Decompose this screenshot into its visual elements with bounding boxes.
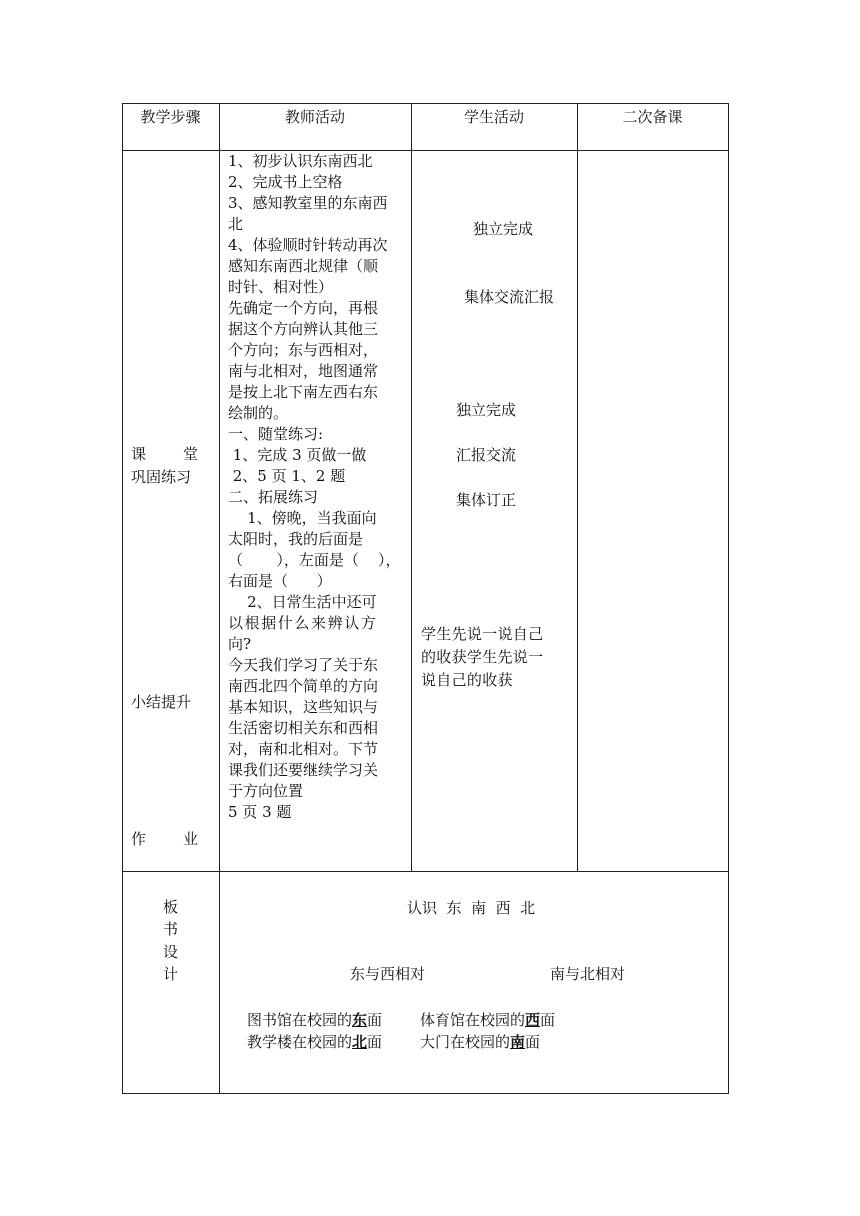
board-text: 体育馆在校园的 xyxy=(420,1011,526,1029)
student-activity-2: 集体交流汇报 xyxy=(464,288,555,306)
student-line: 的收获学生先说一 xyxy=(421,648,544,666)
board-text: 教学楼在校园的 xyxy=(247,1033,353,1051)
step-practice-char2: 堂 xyxy=(183,445,199,463)
teacher-line: 个方向；东与西相对， xyxy=(228,341,379,359)
board-direction-east: 东 xyxy=(352,1011,368,1029)
header-teaching-steps: 教学步骤 xyxy=(140,108,201,126)
teacher-line: 右面是（ ） xyxy=(228,572,332,590)
teacher-line: 3、感知教室里的东南西 xyxy=(228,194,388,212)
column-divider-1 xyxy=(219,103,220,1094)
teacher-line: 1、完成 3 页做一做 xyxy=(228,446,367,464)
board-design-char: 书 xyxy=(163,920,179,938)
column-divider-3 xyxy=(577,103,578,871)
header-second-prep: 二次备课 xyxy=(622,108,683,126)
student-activity-3: 独立完成 xyxy=(456,401,517,419)
student-activity-1: 独立完成 xyxy=(473,220,534,238)
step-practice-label: 巩固练习 xyxy=(131,468,192,486)
teacher-line: 先确定一个方向，再根 xyxy=(228,299,379,317)
board-text: 面 xyxy=(367,1011,383,1029)
board-text: 面 xyxy=(525,1033,541,1051)
board-text: 面 xyxy=(367,1033,383,1051)
table-border-top xyxy=(122,103,729,104)
student-line: 学生先说一说自己 xyxy=(421,625,544,643)
board-pair-east-west: 东与西相对 xyxy=(350,965,426,983)
board-text: 大门在校园的 xyxy=(420,1033,511,1051)
step-homework-char2: 业 xyxy=(183,830,199,848)
board-direction-west: 西 xyxy=(525,1011,541,1029)
teacher-line: 二、拓展练习 xyxy=(228,488,319,506)
table-border-right xyxy=(728,103,729,1094)
board-row-gate xyxy=(420,1032,540,1053)
teacher-line: 据这个方向辨认其他三 xyxy=(228,320,379,338)
student-line: 说自己的收获 xyxy=(421,671,513,689)
teacher-line: 北 xyxy=(228,215,244,233)
student-activity-6 xyxy=(421,623,573,692)
board-design-char: 板 xyxy=(163,898,179,916)
teacher-line: 一、随堂练习: xyxy=(228,425,324,443)
teacher-activity-text xyxy=(228,151,410,823)
student-activity-4: 汇报交流 xyxy=(456,446,517,464)
header-divider xyxy=(122,150,729,151)
step-summary-label: 小结提升 xyxy=(131,693,192,711)
teacher-line: 对，南和北相对。下节 xyxy=(228,740,379,758)
board-text: 面 xyxy=(540,1011,556,1029)
teacher-line: 2、日常生活中还可 xyxy=(228,593,377,611)
board-direction-north: 北 xyxy=(352,1033,368,1051)
teacher-line: 1、初步认识东南西北 xyxy=(228,152,373,170)
teacher-line: 绘制的。 xyxy=(228,404,289,422)
step-practice-char1: 课 xyxy=(131,445,147,463)
step-homework-char1: 作 xyxy=(131,830,147,848)
body-divider xyxy=(122,871,729,872)
teacher-line: 以根据什么来辨认方 xyxy=(228,614,378,632)
teacher-line: 4、体验顺时针转动再次 xyxy=(228,236,388,254)
board-design-char: 计 xyxy=(163,965,179,983)
board-row-library xyxy=(247,1010,382,1031)
table-border-bottom xyxy=(122,1093,729,1094)
column-divider-2 xyxy=(411,103,412,871)
table-border-left xyxy=(122,103,123,1094)
header-student-activity: 学生活动 xyxy=(463,108,524,126)
teacher-line: （ ），左面是（ ）， xyxy=(228,551,401,569)
teacher-line: 2、完成书上空格 xyxy=(228,173,343,191)
teacher-line: 课我们还要继续学习关 xyxy=(228,761,379,779)
board-pair-south-north: 南与北相对 xyxy=(550,965,626,983)
teacher-line: 向? xyxy=(228,635,252,653)
teacher-line: 2、5 页 1、2 题 xyxy=(228,467,346,485)
board-direction-south: 南 xyxy=(510,1033,526,1051)
board-title: 认识 东 南 西 北 xyxy=(407,899,536,917)
board-design-char: 设 xyxy=(163,943,179,961)
teacher-line: 是按上北下南左西右东 xyxy=(228,383,379,401)
teacher-line: 生活密切相关东和西相 xyxy=(228,719,379,737)
board-row-gym xyxy=(420,1010,555,1031)
teacher-line: 于方向位置 xyxy=(228,782,304,800)
board-text: 图书馆在校园的 xyxy=(247,1011,353,1029)
student-activity-5: 集体订正 xyxy=(456,491,517,509)
teacher-line: 1、傍晚，当我面向 xyxy=(228,509,377,527)
teacher-line: 太阳时，我的后面是 xyxy=(228,530,364,548)
header-teacher-activity: 教师活动 xyxy=(284,108,345,126)
teacher-line: 时针、相对性） xyxy=(228,278,334,296)
teacher-line: 南与北相对，地图通常 xyxy=(228,362,379,380)
teacher-line: 南西北四个简单的方向 xyxy=(228,677,379,695)
teacher-line: 基本知识，这些知识与 xyxy=(228,698,379,716)
board-row-teaching-building xyxy=(247,1032,382,1053)
teacher-line: 5 页 3 题 xyxy=(228,803,292,821)
teacher-line: 今天我们学习了关于东 xyxy=(228,656,379,674)
teacher-line: 感知东南西北规律（顺 xyxy=(228,257,379,275)
